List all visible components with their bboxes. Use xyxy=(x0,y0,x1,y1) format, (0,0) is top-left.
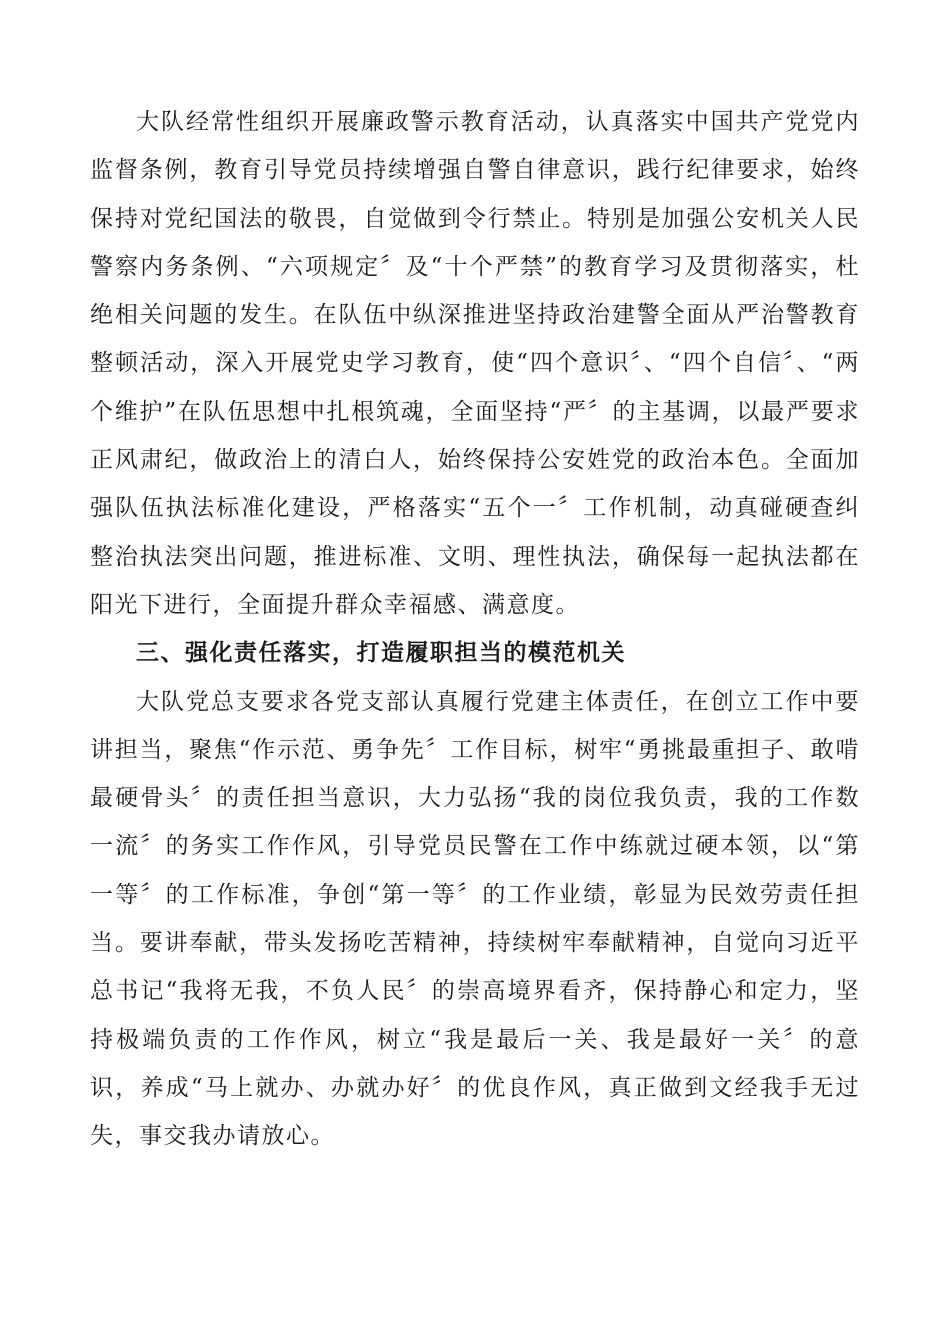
paragraph-integrity-education: 大队经常性组织开展廉政警示教育活动，认真落实中国共产党党内监督条例，教育引导党员持续增强自警自律意识，践行纪律要求，始终保持对党纪国法的敬畏，自觉做到令行禁止。特别是加强公安机关人民警察内务条例、“六项规定〞及“十个严禁”的教育学习及贯彻落实，杜绝相关问题的发生。在队伍中纵深推进坚持政治建警全面从严治警教育整顿活动，深入开展党史学习教育，使“四个意识〞、“四个自信〞、“两个维护”在队伍思想中扎根筑魂，全面坚持“严〞的主基调，以最严要求正风肃纪，做政治上的清白人，始终保持公安姓党的政治本色。全面加强队伍执法标准化建设，严格落实“五个一〞工作机制，动真碰硬查纠整治执法突出问题，推进标准、文明、理性执法，确保每一起执法都在阳光下进行，全面提升群众幸福感、满意度。 xyxy=(90,109,860,618)
section-heading-3: 三、强化责任落实，打造履职担当的模范机关 xyxy=(136,640,626,667)
paragraph-responsibility: 大队党总支要求各党支部认真履行党建主体责任，在创立工作中要讲担当，聚焦“作示范、勇争先〞工作目标，树牢“勇挑最重担子、敢啃最硬骨头〞的责任担当意识，大力弘扬“我的岗位我负责，我的工作数一流〞的务实工作作风，引导党员民警在工作中练就过硬本领，以“第一等〞的工作标准，争创“第一等〞的工作业绩，彰显为民效劳责任担当。要讲奉献，带头发扬吃苦精神，持续树牢奉献精神，自觉向习近平总书记“我将无我，不负人民〞的崇高境界看齐，保持静心和定力，坚持极端负责的工作作风，树立“我是最后一关、我是最好一关〞的意识，养成“马上就办、办就办好〞的优良作风，真正做到文经我手无过失，事交我办请放心。 xyxy=(90,688,860,1150)
document-body xyxy=(90,98,860,1161)
